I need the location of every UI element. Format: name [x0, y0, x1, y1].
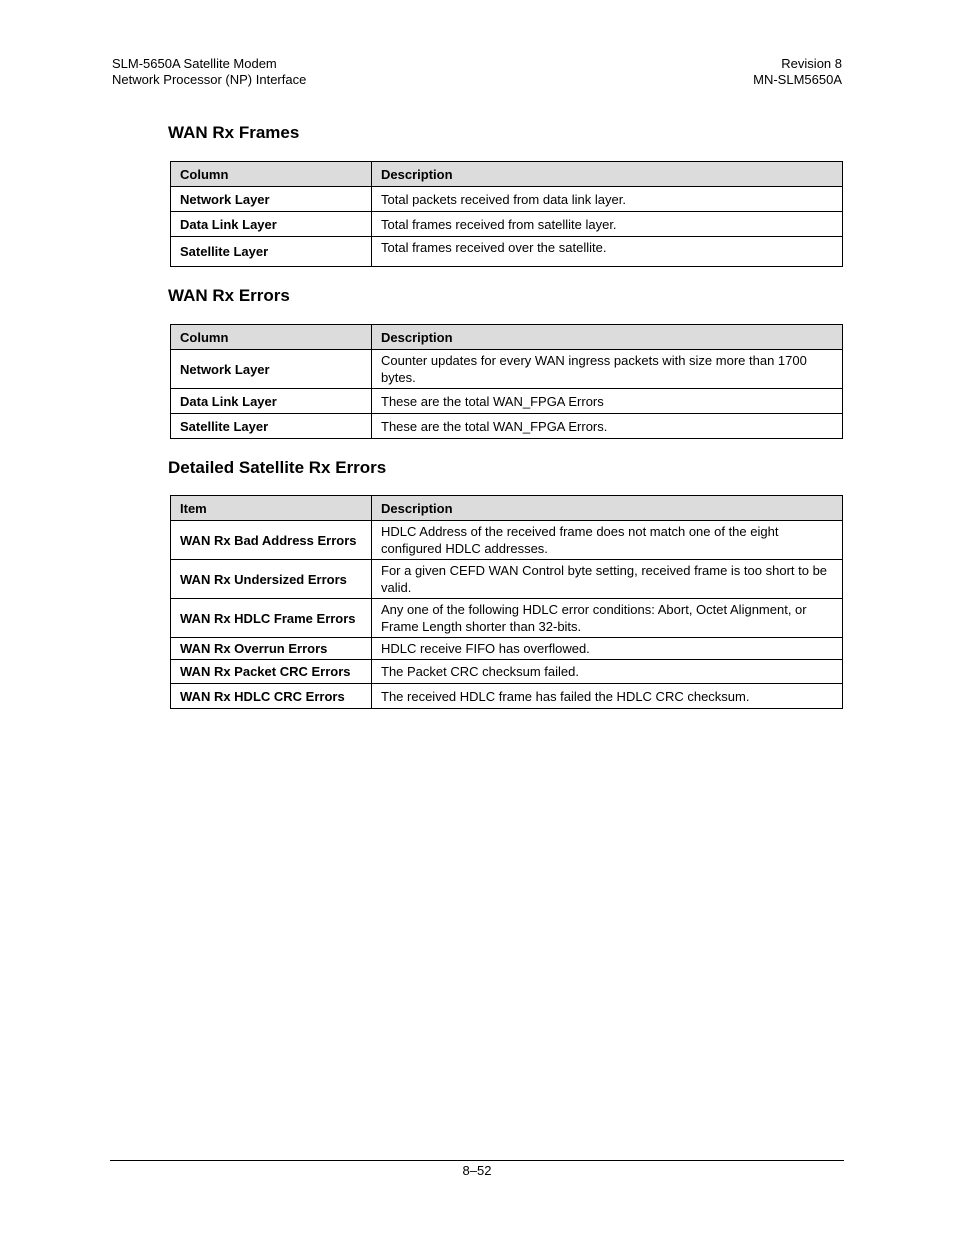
- table-row: [171, 684, 843, 709]
- row-name: WAN Rx HDLC Frame Errors: [171, 599, 372, 638]
- header-right: [753, 56, 842, 88]
- description-header: Description: [372, 496, 843, 521]
- table-detailed-satellite-rx-errors: [170, 495, 843, 709]
- row-name: WAN Rx Overrun Errors: [171, 638, 372, 660]
- table-row: [171, 660, 843, 684]
- footer-divider: [110, 1160, 844, 1161]
- row-name: WAN Rx HDLC CRC Errors: [171, 684, 372, 709]
- table-row: [171, 237, 843, 267]
- table-row: [171, 414, 843, 439]
- row-description: HDLC Address of the received frame does not match one of the eight configured HDLC addresses.: [372, 521, 843, 560]
- section-title-wan-rx-frames: WAN Rx Frames: [168, 123, 300, 142]
- table-wan-rx-errors: [170, 324, 843, 439]
- column-header: Column: [171, 162, 372, 187]
- row-name: WAN Rx Packet CRC Errors: [171, 660, 372, 684]
- row-description: Total frames received over the satellite.: [372, 237, 843, 267]
- row-name: Network Layer: [171, 187, 372, 212]
- header-product-title: SLM-5650A Satellite Modem: [112, 56, 277, 71]
- item-header: Item: [171, 496, 372, 521]
- header-section-title: Network Processor (NP) Interface: [112, 72, 307, 87]
- table-header-row: [171, 496, 843, 521]
- row-description: For a given CEFD WAN Control byte setting, received frame is too short to be valid.: [372, 560, 843, 599]
- column-header: Column: [171, 325, 372, 350]
- table-row: [171, 212, 843, 237]
- row-name: WAN Rx Bad Address Errors: [171, 521, 372, 560]
- description-header: Description: [372, 162, 843, 187]
- row-description: The Packet CRC checksum failed.: [372, 660, 843, 684]
- row-name: WAN Rx Undersized Errors: [171, 560, 372, 599]
- table-header-row: [171, 325, 843, 350]
- row-description: Total frames received from satellite layer.: [372, 212, 843, 237]
- row-description: Total packets received from data link layer.: [372, 187, 843, 212]
- row-description: These are the total WAN_FPGA Errors: [372, 389, 843, 414]
- table-wan-rx-frames: [170, 161, 843, 267]
- row-description: Counter updates for every WAN ingress packets with size more than 1700 bytes.: [372, 350, 843, 389]
- row-description: The received HDLC frame has failed the HDLC CRC checksum.: [372, 684, 843, 709]
- description-header: Description: [372, 325, 843, 350]
- row-description: HDLC receive FIFO has overflowed.: [372, 638, 843, 660]
- table-row: [171, 599, 843, 638]
- row-name: Data Link Layer: [171, 389, 372, 414]
- header-left: [112, 56, 306, 88]
- table-row: [171, 638, 843, 660]
- page-number: 8–52: [462, 1163, 492, 1178]
- header-manual-number: MN-SLM5650A: [753, 72, 842, 87]
- header-revision: Revision 8: [781, 56, 842, 71]
- row-description: Any one of the following HDLC error conditions: Abort, Octet Alignment, or Frame Length shorter than 32-bits.: [372, 599, 843, 638]
- section-title-wan-rx-errors: WAN Rx Errors: [168, 286, 290, 305]
- table-header-row: [171, 162, 843, 187]
- section-title-detailed-satellite-rx-errors: Detailed Satellite Rx Errors: [168, 458, 387, 477]
- row-description: These are the total WAN_FPGA Errors.: [372, 414, 843, 439]
- row-name: Satellite Layer: [171, 414, 372, 439]
- table-row: [171, 389, 843, 414]
- table-row: [171, 350, 843, 389]
- row-name: Data Link Layer: [171, 212, 372, 237]
- row-name: Network Layer: [171, 350, 372, 389]
- table-row: [171, 560, 843, 599]
- table-row: [171, 187, 843, 212]
- row-name: Satellite Layer: [171, 237, 372, 267]
- table-row: [171, 521, 843, 560]
